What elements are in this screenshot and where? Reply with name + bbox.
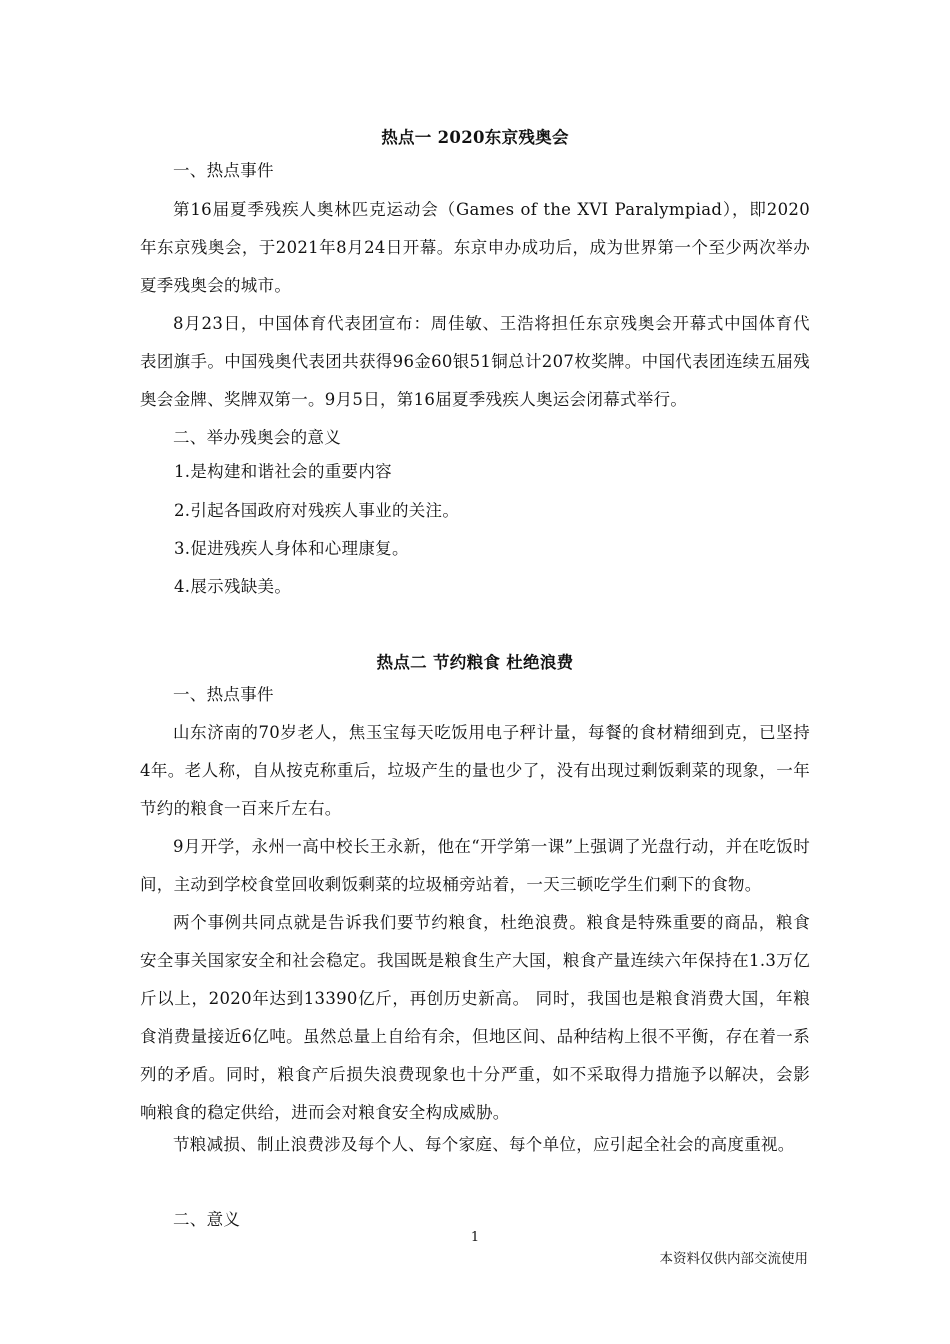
section1-heading-significance: 二、举办残奥会的意义	[173, 428, 341, 447]
section2-paragraph-3: 两个事例共同点就是告诉我们要节约粮食，杜绝浪费。粮食是特殊重要的商品，粮食安全事关国家安全和社会稳定。我国既是粮食生产大国，粮食产量连续六年保持在1.3万亿斤以上，2020年达到13390亿斤，再创历史新高。 同时，我国也是粮食消费大国，年粮食消费量接近6亿吨。虽然总量上自给有余，但地区间、品种结构上很不平衡，存在着一系列的矛盾。同时，粮食产后损失浪费现象也十分严重，如不采取得力措施予以解决，会影响粮食的稳定供给，进而会对粮食安全构成威胁。	[140, 913, 810, 1122]
section1-paragraph-1: 第16届夏季残疾人奥林匹克运动会（Games of the XVI Paralympiad），即2020年东京残奥会，于2021年8月24日开幕。东京申办成功后，成为世界第一个至少两次举办夏季残奥会的城市。	[140, 200, 810, 295]
section2-paragraph-1: 山东济南的70岁老人，焦玉宝每天吃饭用电子秤计量，每餐的食材精细到克，已坚持4年。老人称，自从按克称重后，垃圾产生的量也少了，没有出现过剩饭剩菜的现象，一年节约的粮食一百来斤左右。	[140, 723, 810, 818]
footer-note: 本资料仅供内部交流使用	[659, 1251, 808, 1267]
section2-paragraph-2: 9月开学，永州一高中校长王永新，他在“开学第一课”上强调了光盘行动，并在吃饭时间，主动到学校食堂回收剩饭剩菜的垃圾桶旁站着，一天三顿吃学生们剩下的食物。	[140, 837, 810, 894]
section1-list-item-1: 1.是构建和谐社会的重要内容	[174, 462, 392, 481]
section1-list-item-2: 2.引起各国政府对残疾人事业的关注。	[174, 501, 460, 520]
section2-title: 热点二 节约粮食 杜绝浪费	[376, 653, 574, 672]
section1-list-item-4: 4.展示残缺美。	[174, 577, 292, 596]
section1-title: 热点一 2020东京残奥会	[381, 128, 569, 147]
section2-heading-events: 一、热点事件	[173, 685, 274, 704]
section2-heading-significance: 二、意义	[173, 1210, 241, 1229]
section1-list-item-3: 3.促进残疾人身体和心理康复。	[174, 539, 409, 558]
section1-paragraph-2: 8月23日，中国体育代表团宣布：周佳敏、王浩将担任东京残奥会开幕式中国体育代表团旗手。中国残奥代表团共获得96金60银51铜总计207枚奖牌。中国代表团连续五届残奥会金牌、奖牌双第一。9月5日，第16届夏季残疾人奥运会闭幕式举行。	[140, 314, 810, 409]
section2-paragraph-4: 节粮减损、制止浪费涉及每个人、每个家庭、每个单位，应引起全社会的高度重视。	[173, 1135, 795, 1154]
section1-heading-events: 一、热点事件	[173, 161, 274, 180]
page-number: 1	[470, 1230, 480, 1245]
